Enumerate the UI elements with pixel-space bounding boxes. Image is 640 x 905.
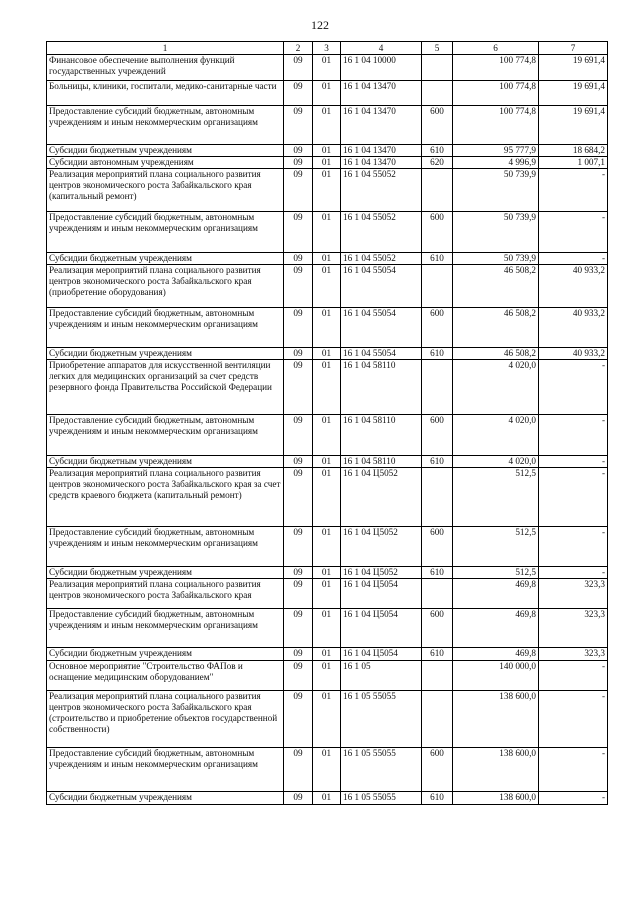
cell-vr (422, 579, 453, 609)
cell-cs: 16 1 04 13470 (341, 145, 422, 157)
cell-vr: 610 (422, 648, 453, 661)
cell-name: Основное мероприятие "Строительство ФАПов и оснащение медицинским оборудованием" (47, 661, 284, 691)
cell-cs: 16 1 04 13470 (341, 106, 422, 145)
cell-v2: 40 933,2 (539, 265, 608, 308)
cell-rz: 09 (284, 145, 313, 157)
cell-v2: - (539, 212, 608, 253)
cell-vr: 600 (422, 609, 453, 648)
cell-pr: 01 (313, 648, 341, 661)
cell-pr: 01 (313, 527, 341, 567)
cell-rz: 09 (284, 348, 313, 360)
cell-v1: 138 600,0 (453, 748, 539, 792)
cell-cs: 16 1 04 Ц5052 (341, 567, 422, 579)
cell-vr: 610 (422, 792, 453, 805)
cell-v2: 19 691,4 (539, 55, 608, 81)
cell-vr (422, 468, 453, 527)
cell-v1: 100 774,8 (453, 106, 539, 145)
cell-v2: - (539, 567, 608, 579)
cell-pr: 01 (313, 106, 341, 145)
cell-pr: 01 (313, 468, 341, 527)
cell-v1: 4 020,0 (453, 360, 539, 415)
cell-rz: 09 (284, 648, 313, 661)
cell-cs: 16 1 05 (341, 661, 422, 691)
cell-name: Предоставление субсидий бюджетным, автономным учреждениям и иным некоммерческим организациям (47, 415, 284, 456)
table-row (47, 55, 608, 81)
cell-v1: 512,5 (453, 527, 539, 567)
cell-pr: 01 (313, 253, 341, 265)
cell-name: Финансовое обеспечение выполнения функций государственных учреждений (47, 55, 284, 81)
cell-v2: 40 933,2 (539, 308, 608, 348)
cell-name: Предоставление субсидий бюджетным, автономным учреждениям и иным некоммерческим организациям (47, 748, 284, 792)
cell-cs: 16 1 05 55055 (341, 792, 422, 805)
cell-v1: 140 000,0 (453, 661, 539, 691)
cell-name: Субсидии бюджетным учреждениям (47, 567, 284, 579)
cell-rz: 09 (284, 468, 313, 527)
cell-v2: - (539, 253, 608, 265)
cell-pr: 01 (313, 169, 341, 212)
table-row (47, 468, 608, 527)
cell-name: Субсидии бюджетным учреждениям (47, 348, 284, 360)
cell-pr: 01 (313, 81, 341, 106)
table-row (47, 748, 608, 792)
cell-cs: 16 1 04 Ц5052 (341, 527, 422, 567)
cell-vr: 610 (422, 348, 453, 360)
cell-v2: 18 684,2 (539, 145, 608, 157)
cell-cs: 16 1 04 13470 (341, 157, 422, 169)
cell-v2: 40 933,2 (539, 348, 608, 360)
cell-name: Предоставление субсидий бюджетным, автономным учреждениям и иным некоммерческим организациям (47, 527, 284, 567)
cell-vr: 600 (422, 748, 453, 792)
table-row (47, 265, 608, 308)
cell-vr: 600 (422, 212, 453, 253)
table-row (47, 527, 608, 567)
cell-rz: 09 (284, 265, 313, 308)
cell-rz: 09 (284, 212, 313, 253)
table-row (47, 567, 608, 579)
cell-cs: 16 1 04 55052 (341, 253, 422, 265)
cell-name: Реализация мероприятий плана социального развития центров экономического роста Забайкальского края (строительство и приобретение объектов государственной собственности) (47, 691, 284, 748)
cell-name: Предоставление субсидий бюджетным, автономным учреждениям и иным некоммерческим организациям (47, 308, 284, 348)
cell-name: Субсидии бюджетным учреждениям (47, 253, 284, 265)
cell-cs: 16 1 04 58110 (341, 360, 422, 415)
cell-vr: 600 (422, 106, 453, 145)
cell-rz: 09 (284, 567, 313, 579)
cell-name: Предоставление субсидий бюджетным, автономным учреждениям и иным некоммерческим организациям (47, 609, 284, 648)
cell-cs: 16 1 04 55054 (341, 348, 422, 360)
table-row (47, 308, 608, 348)
cell-name: Предоставление субсидий бюджетным, автономным учреждениям и иным некоммерческим организациям (47, 106, 284, 145)
cell-pr: 01 (313, 609, 341, 648)
cell-v1: 50 739,9 (453, 212, 539, 253)
cell-vr (422, 691, 453, 748)
cell-vr: 600 (422, 527, 453, 567)
cell-pr: 01 (313, 748, 341, 792)
cell-cs: 16 1 04 Ц5054 (341, 609, 422, 648)
cell-v1: 95 777,9 (453, 145, 539, 157)
table-row (47, 579, 608, 609)
cell-v2: - (539, 169, 608, 212)
cell-v2: 1 007,1 (539, 157, 608, 169)
cell-vr (422, 265, 453, 308)
cell-name: Реализация мероприятий плана социального развития центров экономического роста Забайкальского края за счет средств краевого бюджета (капитальный ремонт) (47, 468, 284, 527)
cell-v1: 512,5 (453, 468, 539, 527)
cell-rz: 09 (284, 661, 313, 691)
cell-v1: 100 774,8 (453, 81, 539, 106)
table-body (47, 55, 608, 805)
cell-pr: 01 (313, 579, 341, 609)
table-row (47, 106, 608, 145)
cell-vr (422, 360, 453, 415)
cell-pr: 01 (313, 792, 341, 805)
cell-pr: 01 (313, 265, 341, 308)
cell-rz: 09 (284, 55, 313, 81)
page-number: 122 (311, 18, 329, 32)
cell-rz: 09 (284, 792, 313, 805)
table-row (47, 609, 608, 648)
header-cell: 1 (47, 42, 284, 55)
table-row (47, 348, 608, 360)
cell-v2: - (539, 415, 608, 456)
cell-rz: 09 (284, 456, 313, 468)
header-cell: 4 (341, 42, 422, 55)
cell-cs: 16 1 04 Ц5054 (341, 579, 422, 609)
table-row (47, 415, 608, 456)
cell-cs: 16 1 04 13470 (341, 81, 422, 106)
cell-rz: 09 (284, 527, 313, 567)
cell-v1: 469,8 (453, 648, 539, 661)
header-cell: 2 (284, 42, 313, 55)
cell-pr: 01 (313, 212, 341, 253)
cell-v1: 50 739,9 (453, 253, 539, 265)
cell-pr: 01 (313, 567, 341, 579)
cell-rz: 09 (284, 253, 313, 265)
table-row (47, 792, 608, 805)
cell-v1: 512,5 (453, 567, 539, 579)
cell-cs: 16 1 04 55054 (341, 265, 422, 308)
cell-v2: - (539, 792, 608, 805)
cell-v1: 469,8 (453, 579, 539, 609)
cell-name: Предоставление субсидий бюджетным, автономным учреждениям и иным некоммерческим организациям (47, 212, 284, 253)
cell-rz: 09 (284, 415, 313, 456)
table-row (47, 360, 608, 415)
cell-rz: 09 (284, 157, 313, 169)
cell-vr: 600 (422, 308, 453, 348)
cell-pr: 01 (313, 157, 341, 169)
cell-v1: 4 020,0 (453, 456, 539, 468)
cell-rz: 09 (284, 106, 313, 145)
cell-name: Приобретение аппаратов для искусственной вентиляции легких для медицинских организаций за счет средств резервного фонда Правительства Российской Федерации (47, 360, 284, 415)
table-row (47, 81, 608, 106)
cell-rz: 09 (284, 81, 313, 106)
cell-name: Реализация мероприятий плана социального развития центров экономического роста Забайкальского края (капитальный ремонт) (47, 169, 284, 212)
cell-cs: 16 1 04 55054 (341, 308, 422, 348)
cell-cs: 16 1 05 55055 (341, 691, 422, 748)
table-row (47, 169, 608, 212)
cell-v2: 323,3 (539, 609, 608, 648)
cell-v2: 323,3 (539, 648, 608, 661)
cell-v1: 138 600,0 (453, 792, 539, 805)
cell-rz: 09 (284, 360, 313, 415)
cell-pr: 01 (313, 145, 341, 157)
cell-name: Субсидии бюджетным учреждениям (47, 456, 284, 468)
cell-cs: 16 1 04 55052 (341, 212, 422, 253)
cell-v2: - (539, 456, 608, 468)
table-row (47, 691, 608, 748)
table-row (47, 456, 608, 468)
cell-v1: 469,8 (453, 609, 539, 648)
header-cell: 5 (422, 42, 453, 55)
cell-pr: 01 (313, 55, 341, 81)
table-row (47, 648, 608, 661)
table-row (47, 157, 608, 169)
cell-v2: - (539, 691, 608, 748)
cell-vr (422, 661, 453, 691)
cell-cs: 16 1 04 58110 (341, 456, 422, 468)
cell-name: Субсидии автономным учреждениям (47, 157, 284, 169)
cell-name: Субсидии бюджетным учреждениям (47, 145, 284, 157)
cell-v2: - (539, 527, 608, 567)
header-row (47, 42, 608, 55)
cell-v1: 100 774,8 (453, 55, 539, 81)
cell-pr: 01 (313, 360, 341, 415)
cell-v2: - (539, 661, 608, 691)
cell-pr: 01 (313, 661, 341, 691)
cell-cs: 16 1 04 10000 (341, 55, 422, 81)
cell-pr: 01 (313, 691, 341, 748)
cell-vr: 610 (422, 253, 453, 265)
table-row (47, 212, 608, 253)
cell-vr: 610 (422, 456, 453, 468)
cell-vr (422, 81, 453, 106)
cell-v1: 4 996,9 (453, 157, 539, 169)
cell-cs: 16 1 04 Ц5052 (341, 468, 422, 527)
header-cell: 6 (453, 42, 539, 55)
cell-rz: 09 (284, 308, 313, 348)
header-cell: 7 (539, 42, 608, 55)
cell-pr: 01 (313, 308, 341, 348)
cell-v2: - (539, 748, 608, 792)
cell-name: Реализация мероприятий плана социального развития центров экономического роста Забайкальского края (приобретение оборудования) (47, 265, 284, 308)
cell-v2: 19 691,4 (539, 81, 608, 106)
cell-v1: 46 508,2 (453, 265, 539, 308)
cell-v1: 46 508,2 (453, 308, 539, 348)
cell-cs: 16 1 04 55052 (341, 169, 422, 212)
cell-v1: 50 739,9 (453, 169, 539, 212)
cell-vr: 620 (422, 157, 453, 169)
cell-rz: 09 (284, 579, 313, 609)
cell-rz: 09 (284, 691, 313, 748)
table-row (47, 661, 608, 691)
cell-vr (422, 169, 453, 212)
cell-v2: 323,3 (539, 579, 608, 609)
budget-table (46, 41, 608, 805)
cell-rz: 09 (284, 748, 313, 792)
cell-vr (422, 55, 453, 81)
cell-cs: 16 1 04 Ц5054 (341, 648, 422, 661)
cell-name: Больницы, клиники, госпитали, медико-санитарные части (47, 81, 284, 106)
cell-v2: 19 691,4 (539, 106, 608, 145)
cell-pr: 01 (313, 456, 341, 468)
cell-cs: 16 1 05 55055 (341, 748, 422, 792)
table-row (47, 145, 608, 157)
cell-name: Субсидии бюджетным учреждениям (47, 648, 284, 661)
cell-vr: 610 (422, 567, 453, 579)
cell-vr: 610 (422, 145, 453, 157)
cell-v1: 46 508,2 (453, 348, 539, 360)
table-row (47, 253, 608, 265)
cell-v1: 4 020,0 (453, 415, 539, 456)
cell-v2: - (539, 360, 608, 415)
cell-v2: - (539, 468, 608, 527)
cell-name: Реализация мероприятий плана социального развития центров экономического роста Забайкальского края (47, 579, 284, 609)
cell-name: Субсидии бюджетным учреждениям (47, 792, 284, 805)
cell-pr: 01 (313, 415, 341, 456)
cell-v1: 138 600,0 (453, 691, 539, 748)
cell-vr: 600 (422, 415, 453, 456)
cell-rz: 09 (284, 609, 313, 648)
cell-pr: 01 (313, 348, 341, 360)
cell-rz: 09 (284, 169, 313, 212)
cell-cs: 16 1 04 58110 (341, 415, 422, 456)
header-cell: 3 (313, 42, 341, 55)
